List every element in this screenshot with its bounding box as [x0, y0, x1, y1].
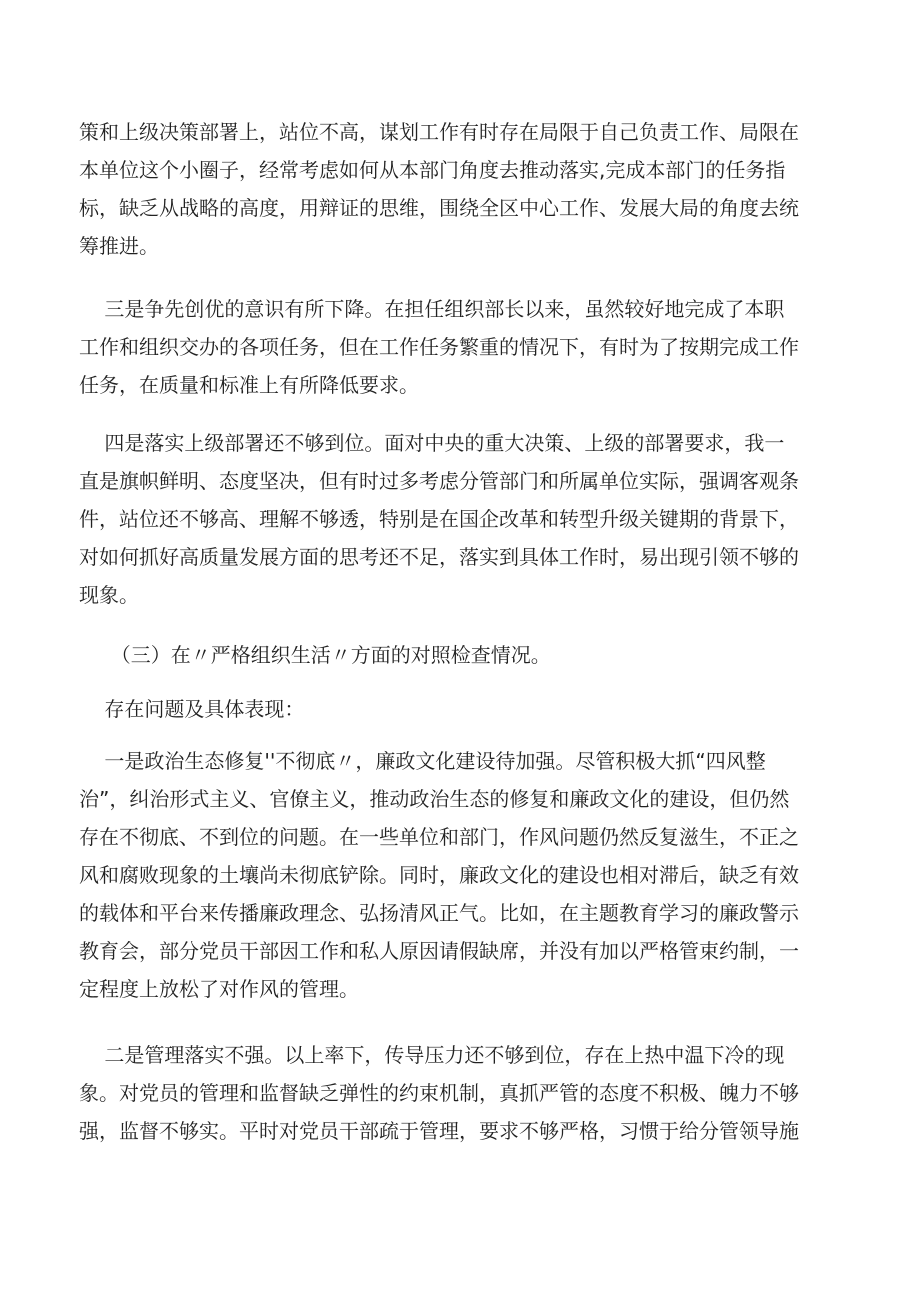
section-heading: （三）在〃严格组织生活〃方面的对照检查情况。: [79, 643, 551, 667]
text-line: 象。对党员的管理和监督缺乏弹性的约束机制，真抓严管的态度不积极、魄力不够: [79, 1081, 799, 1105]
text-line: 现象。: [79, 583, 139, 607]
text-line: 二是管理落实不强。以上率下，传导压力还不够到位，存在上热中温下冷的现: [79, 1043, 785, 1067]
text-line: 件，站位还不够高、理解不够透，特别是在国企改革和转型升级关键期的背景下，: [79, 507, 799, 531]
text-line: 任务，在质量和标准上有所降低要求。: [79, 373, 419, 397]
subheading: 存在问题及具体表现：: [79, 697, 305, 721]
text-line: 三是争先创优的意识有所下降。在担任组织部长以来，虽然较好地完成了本职: [79, 297, 785, 321]
text-line: 风和腐败现象的土壤尚未彻底铲除。同时，廉政文化的建设也相对滞后，缺乏有效: [79, 863, 799, 887]
text-line: 对如何抓好高质量发展方面的思考还不足，落实到具体工作时，易出现引领不够的: [79, 545, 799, 569]
text-line: 定程度上放松了对作风的管理。: [79, 977, 359, 1001]
text-line: 直是旗帜鲜明、态度坚决，但有时过多考虑分管部门和所属单位实际，强调客观条: [79, 469, 799, 493]
text-line: 强，监督不够实。平时对党员干部疏于管理，要求不够严格，习惯于给分管领导施: [79, 1119, 799, 1143]
text-line: 筹推进。: [79, 234, 159, 258]
text-line: 一是政治生态修复''不彻底〃，廉政文化建设待加强。尽管积极大抓“四风整: [79, 749, 766, 773]
text-line: 治”，纠治形式主义、官僚主义，推动政治生态的修复和廉政文化的建设，但仍然: [79, 787, 790, 811]
text-line: 存在不彻底、不到位的问题。在一些单位和部门，作风问题仍然反复滋生，不正之: [79, 825, 799, 849]
text-line: 的载体和平台来传播廉政理念、弘扬清风正气。比如，在主题教育学习的廉政警示: [79, 901, 799, 925]
text-line: 策和上级决策部署上，站位不高，谋划工作有时存在局限于自己负责工作、局限在: [79, 120, 799, 144]
text-line: 教育会，部分党员干部因工作和私人原因请假缺席，并没有加以严格管束约制，一: [79, 939, 799, 963]
text-line: 标，缺乏从战略的高度，用辩证的思维，围绕全区中心工作、发展大局的角度去统: [79, 196, 799, 220]
text-line: 四是落实上级部署还不够到位。面对中央的重大决策、上级的部署要求，我一: [79, 431, 785, 455]
text-line: 工作和组织交办的各项任务，但在工作任务繁重的情况下，有时为了按期完成工作: [79, 335, 799, 359]
text-line: 本单位这个小圈子，经常考虑如何从本部门角度去推动落实,完成本部门的任务指: [79, 158, 786, 182]
